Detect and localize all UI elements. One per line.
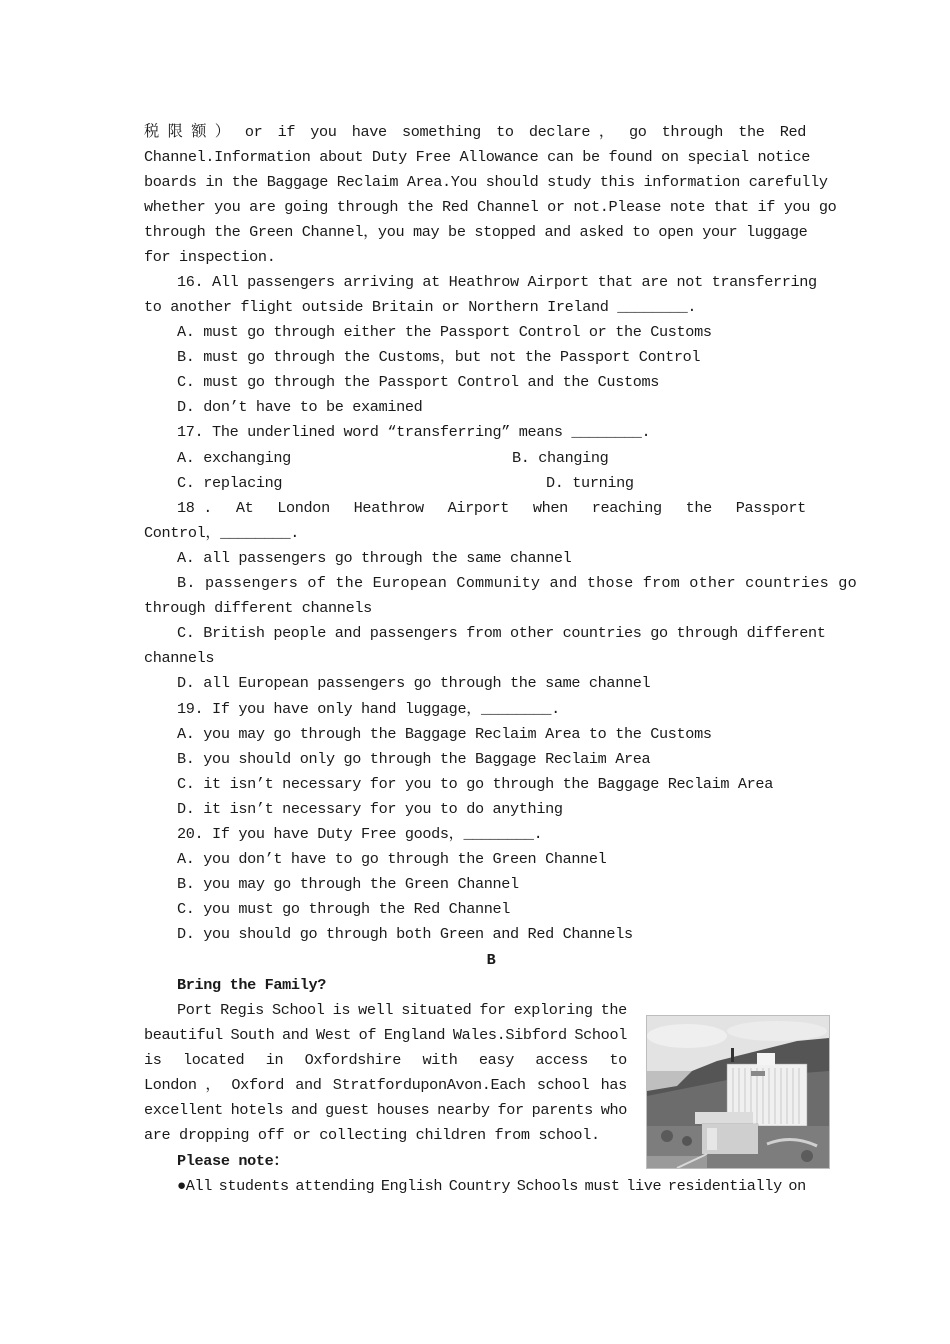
word: must — [584, 1177, 620, 1195]
word: the — [738, 123, 765, 141]
word: have — [351, 123, 387, 141]
word: hotels — [230, 1101, 284, 1119]
section-b-para-line — [144, 1098, 627, 1123]
word: and — [282, 1026, 309, 1044]
question-19-option-a: A. you may go through the Baggage Reclaim Area to the Customs — [177, 725, 712, 743]
word: Schools — [516, 1177, 579, 1195]
word: students — [218, 1177, 289, 1195]
hotel-photo — [646, 1015, 830, 1169]
word: on — [788, 1177, 806, 1195]
question-20-option-c: C. you must go through the Red Channel — [177, 900, 511, 918]
please-note-label: Please note： — [177, 1152, 289, 1170]
word: when — [532, 499, 568, 517]
section-b-para-line — [144, 1073, 627, 1098]
question-16-stem: 16. All passengers arriving at Heathrow Airport that are not transferring — [177, 273, 817, 291]
question-18-stem — [177, 496, 806, 521]
word: located — [182, 1051, 245, 1069]
question-18-option-c: C. British people and passengers from other countries go through different — [177, 624, 826, 642]
passage-line: Channel.Information about Duty Free Allowance can be found on special notice — [144, 148, 811, 166]
word: reaching — [591, 499, 662, 517]
question-16-option-c: C. must go through the Passport Control and the Customs — [177, 373, 660, 391]
word: London — [277, 499, 330, 517]
word: is — [332, 1001, 351, 1019]
question-18-option-c-cont: channels — [144, 649, 215, 667]
section-b-para-line: are dropping off or collecting children from school. — [144, 1126, 600, 1144]
word: through — [661, 123, 724, 141]
section-b-para-line — [144, 1048, 627, 1073]
word: who — [600, 1101, 627, 1119]
passage-line: for inspection. — [144, 248, 276, 266]
word: West — [315, 1026, 351, 1044]
section-b-para-line — [177, 998, 627, 1023]
word: Passport — [735, 499, 806, 517]
word: to — [496, 123, 514, 141]
question-18-option-b-cont: through different channels — [144, 599, 372, 617]
question-18-option-b: B. passengers of the European Community and those from other countries go — [177, 574, 857, 592]
passage-line-justified — [144, 120, 806, 145]
word: Oxfordshire — [304, 1051, 402, 1069]
word: you — [310, 123, 337, 141]
word: Heathrow — [353, 499, 424, 517]
word: parents — [531, 1101, 593, 1119]
question-18-option-d: D. all European passengers go through the same channel — [177, 674, 651, 692]
question-17-option-c: C. replacing — [177, 474, 283, 492]
question-17-option-d: D. turning — [546, 474, 634, 492]
word: School — [271, 1001, 325, 1019]
word: in — [265, 1051, 284, 1069]
word: access — [535, 1051, 588, 1069]
word: English — [380, 1177, 443, 1195]
word: exploring — [513, 1001, 593, 1019]
question-20-stem: 20. If you have Duty Free goods，________. — [177, 825, 543, 843]
bullet-line — [177, 1174, 806, 1199]
question-16-option-a: A. must go through either the Passport Control or the Customs — [177, 323, 712, 341]
word: is — [144, 1051, 162, 1069]
word: Port — [177, 1001, 213, 1019]
word: At — [235, 499, 254, 517]
word: or — [244, 123, 263, 141]
word: School — [574, 1026, 627, 1044]
word: houses — [376, 1101, 430, 1119]
word: ●All — [177, 1177, 213, 1195]
word: for — [497, 1101, 524, 1119]
word: school — [536, 1076, 590, 1094]
word: has — [600, 1076, 627, 1094]
word: Wales.Sibford — [452, 1026, 567, 1044]
word: beautiful — [144, 1026, 223, 1044]
word: declare ， — [528, 123, 614, 141]
word: something — [402, 123, 481, 141]
word: situated — [401, 1001, 472, 1019]
word: South — [230, 1026, 275, 1044]
word: nearby — [437, 1101, 490, 1119]
word: and — [295, 1076, 322, 1094]
hotel-building-illustration — [647, 1016, 829, 1168]
word: residentially — [667, 1177, 782, 1195]
question-19-option-b: B. you should only go through the Baggage Reclaim Area — [177, 750, 651, 768]
word: excellent — [144, 1101, 223, 1119]
word: live — [626, 1177, 662, 1195]
question-19-option-d: D. it isn’t necessary for you to do anything — [177, 800, 563, 818]
word: and — [291, 1101, 318, 1119]
word: Oxford — [231, 1076, 285, 1094]
word: the — [600, 1001, 627, 1019]
question-16-stem-cont: to another flight outside Britain or Northern Ireland ________. — [144, 298, 697, 316]
word: attending — [295, 1177, 375, 1195]
word: if — [277, 123, 296, 141]
question-16-option-b: B. must go through the Customs，but not the Passport Control — [177, 348, 701, 366]
question-17-stem: 17. The underlined word “transferring” means ________. — [177, 423, 651, 441]
word: of — [358, 1026, 377, 1044]
question-20-option-a: A. you don’t have to go through the Green Channel — [177, 850, 607, 868]
word: England — [383, 1026, 446, 1044]
word: to — [609, 1051, 627, 1069]
section-b-para-line — [144, 1023, 627, 1048]
question-17-options-row-2 — [177, 471, 806, 496]
question-18-option-a: A. all passengers go through the same channel — [177, 549, 572, 567]
question-17-option-a: A. exchanging — [177, 449, 291, 467]
section-b-label: B — [486, 951, 496, 969]
word: Country — [448, 1177, 511, 1195]
word: well — [358, 1001, 394, 1019]
word: 18 . — [177, 499, 213, 517]
word: easy — [478, 1051, 514, 1069]
question-18-stem-cont: Control，________. — [144, 524, 300, 542]
question-19-option-c: C. it isn’t necessary for you to go through the Baggage Reclaim Area — [177, 775, 773, 793]
word: Red — [779, 123, 806, 141]
section-b-title: Bring the Family? — [177, 976, 326, 994]
question-19-stem: 19. If you have only hand luggage，________. — [177, 700, 560, 718]
question-20-option-b: B. you may go through the Green Channel — [177, 875, 519, 893]
question-16-option-d: D. don’t have to be examined — [177, 398, 423, 416]
word: Airport — [447, 499, 509, 517]
word: Regis — [220, 1001, 264, 1019]
word: for — [479, 1001, 506, 1019]
word: StratforduponAvon.Each — [332, 1076, 526, 1094]
question-17-option-b: B. changing — [512, 449, 609, 467]
question-20-option-d: D. you should go through both Green and Red Channels — [177, 925, 633, 943]
word: with — [422, 1051, 458, 1069]
word: the — [685, 499, 712, 517]
passage-line: boards in the Baggage Reclaim Area.You should study this information carefully — [144, 173, 828, 191]
passage-line: through the Green Channel，you may be stopped and asked to open your luggage — [144, 223, 808, 241]
question-17-options-row-1 — [177, 446, 806, 471]
word: go — [628, 123, 647, 141]
word: London ， — [144, 1076, 221, 1094]
passage-line: whether you are going through the Red Channel or not.Please note that if you go — [144, 198, 837, 216]
word: guest — [325, 1101, 369, 1119]
word: 税 限 额 ） — [144, 123, 230, 141]
